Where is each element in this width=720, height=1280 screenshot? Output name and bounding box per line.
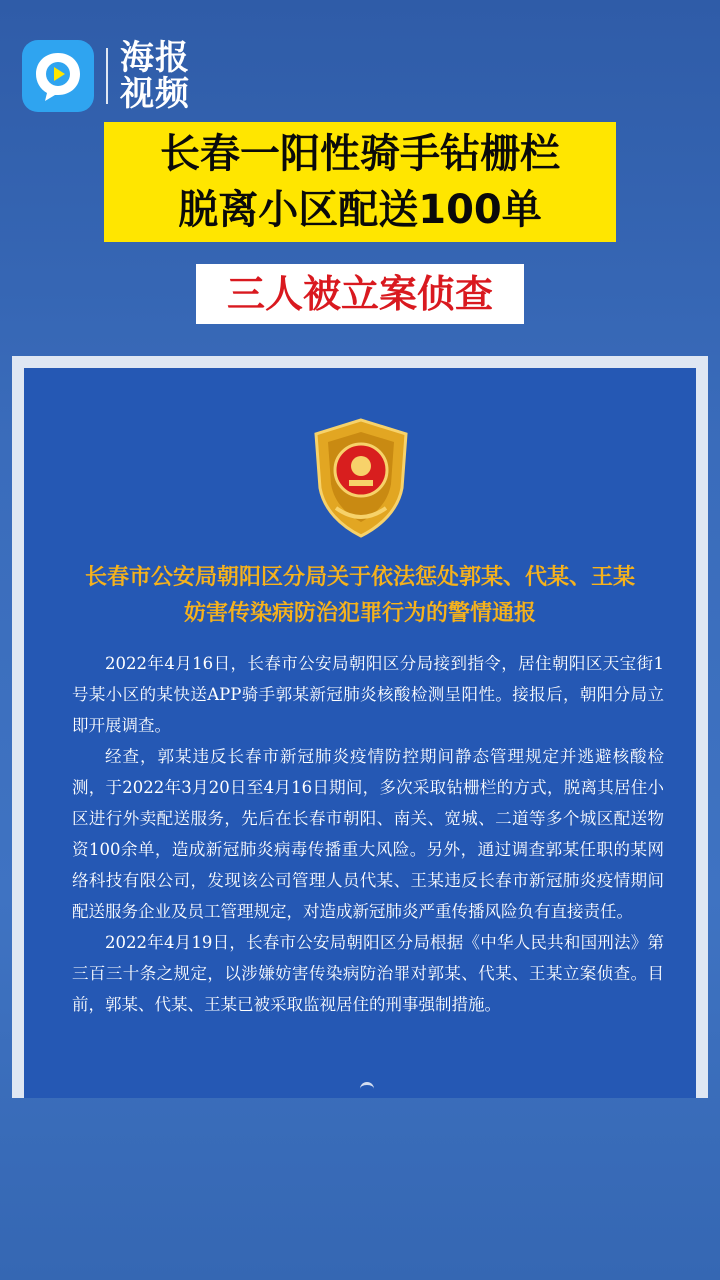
brand-logo <box>22 40 196 112</box>
police-emblem-icon <box>306 418 416 538</box>
headline-line-2: 脱离小区配送100单 <box>178 187 542 233</box>
notice-title-line-2: 妨害传染病防治犯罪行为的警情通报 <box>183 601 536 626</box>
brand-name: 海报视频 <box>120 38 190 114</box>
notice-paragraph: 2022年4月16日，长春市公安局朝阳区分局接到指令，居住朝阳区天宝街1号某小区的某快送APP骑手郭某新冠肺炎核酸检测呈阳性。接报后，朝阳分局立即开展调查。 <box>72 654 664 735</box>
notice-title <box>24 560 696 632</box>
headline-line-1: 长春一阳性骑手钻栅栏 <box>160 131 560 177</box>
subhead-banner: 三人被立案侦查 <box>196 264 524 324</box>
haibao-play-icon <box>22 40 94 112</box>
notice-paragraph: 经查，郭某违反长春市新冠肺炎疫情防控期间静态管理规定并逃避核酸检测，于2022年3月20日至4月16日期间，多次采取钻栅栏的方式，脱离其居住小区进行外卖配送服务，先后在长春市朝阳、南关、宽城、二道等多个城区配送物资100余单，造成新冠肺炎病毒传播重大风险。另外，通过调查郭某任职的某网络科技有限公司，发现该公司管理人员代某、王某违反长春市新冠肺炎疫情期间配送服务企业及员工管理规定，对造成新冠肺炎严重传播风险负有直接责任。 <box>72 747 664 921</box>
police-notice-card <box>12 356 708 1098</box>
notice-body <box>72 648 664 1020</box>
notice-paragraph: 2022年4月19日，长春市公安局朝阳区分局根据《中华人民共和国刑法》第三百三十条之规定，以涉嫌妨害传染病防治罪对郭某、代某、王某立案侦查。目前，郭某、代某、王某已被采取监视居住的刑事强制措施。 <box>72 933 664 1014</box>
logo-divider <box>106 48 108 104</box>
notice-title-line-1: 长春市公安局朝阳区分局关于依法惩处郭某、代某、王某 <box>84 565 635 590</box>
headline-banner <box>104 122 616 242</box>
loading-spinner-icon <box>360 1082 374 1096</box>
